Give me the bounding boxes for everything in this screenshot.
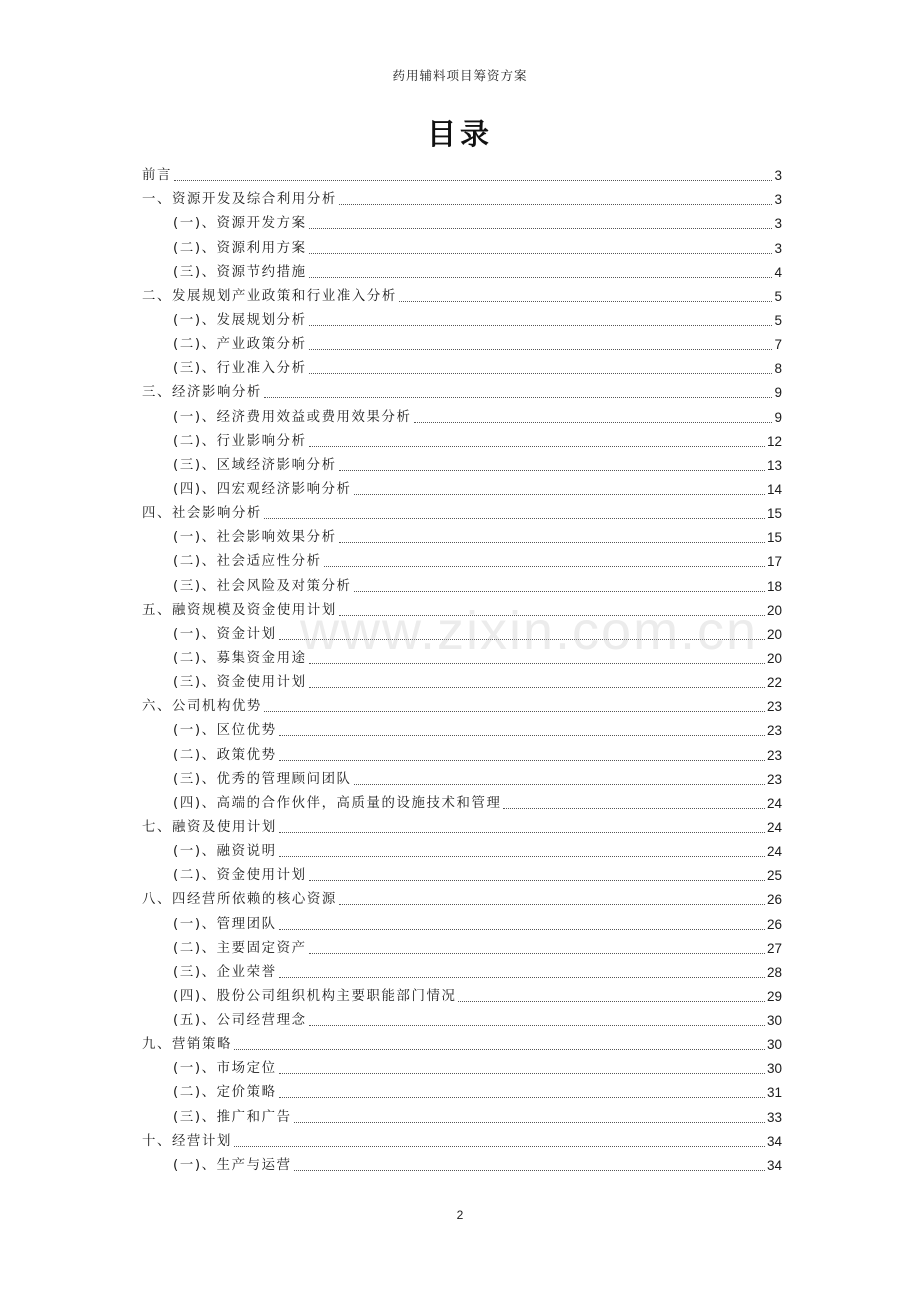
toc-entry[interactable] xyxy=(142,812,782,836)
toc-entry[interactable] xyxy=(142,353,782,377)
dot-leader xyxy=(294,1122,765,1123)
dot-leader xyxy=(174,180,773,181)
dot-leader xyxy=(339,204,773,205)
toc-entry-label: (四)、股份公司组织机构主要职能部门情况 xyxy=(173,988,457,1004)
toc-entry-page: 26 xyxy=(766,916,782,932)
dot-leader xyxy=(264,397,773,398)
toc-entry-label: 五、融资规模及资金使用计划 xyxy=(142,602,337,618)
dot-leader xyxy=(309,349,773,350)
toc-entry-label: 十、经营计划 xyxy=(142,1133,232,1149)
toc-entry-label: (二)、募集资金用途 xyxy=(173,650,307,666)
dot-leader xyxy=(324,566,765,567)
toc-entry-page: 14 xyxy=(766,481,782,497)
toc-entry[interactable] xyxy=(142,1077,782,1101)
dot-leader xyxy=(339,615,765,616)
dot-leader xyxy=(264,518,765,519)
toc-entry[interactable] xyxy=(142,908,782,932)
toc-entry-page: 22 xyxy=(766,675,782,691)
toc-entry-page: 20 xyxy=(766,650,782,666)
toc-entry-label: 九、营销策略 xyxy=(142,1037,232,1053)
toc-entry-label: (一)、经济费用效益或费用效果分析 xyxy=(173,409,412,425)
toc-entry-page: 30 xyxy=(766,1037,782,1053)
dot-leader xyxy=(354,494,765,495)
toc-entry-label: (三)、推广和广告 xyxy=(173,1109,292,1125)
toc-entry[interactable] xyxy=(142,715,782,739)
toc-entry[interactable] xyxy=(142,329,782,353)
toc-entry-label: (二)、资源利用方案 xyxy=(173,240,307,256)
dot-leader xyxy=(339,542,765,543)
dot-leader xyxy=(279,1073,765,1074)
toc-entry[interactable] xyxy=(142,377,782,401)
toc-entry[interactable] xyxy=(142,281,782,305)
page-number: 2 xyxy=(456,1208,464,1222)
toc-entry[interactable] xyxy=(142,1053,782,1077)
dot-leader xyxy=(339,904,765,905)
toc-entry-label: 四、社会影响分析 xyxy=(142,506,262,522)
dot-leader xyxy=(279,929,765,930)
dot-leader xyxy=(458,1001,764,1002)
toc-entry[interactable] xyxy=(142,619,782,643)
toc-entry-page: 26 xyxy=(766,892,782,908)
toc-entry-label: (一)、发展规划分析 xyxy=(173,312,307,328)
toc-entry-page: 3 xyxy=(774,168,782,184)
toc-title: 目录 xyxy=(426,117,493,151)
toc-entry-label: (二)、资金使用计划 xyxy=(173,868,307,884)
dot-leader xyxy=(354,784,765,785)
dot-leader xyxy=(234,1146,765,1147)
toc-entry-label: (一)、资源开发方案 xyxy=(173,216,307,232)
toc-entry-label: (三)、优秀的管理顾问团队 xyxy=(173,771,352,787)
toc-entry-page: 5 xyxy=(774,312,782,328)
dot-leader xyxy=(354,591,765,592)
toc-entry-page: 9 xyxy=(774,409,782,425)
dot-leader xyxy=(309,253,773,254)
toc-entry[interactable] xyxy=(142,764,782,788)
toc-entry-page: 23 xyxy=(766,747,782,763)
dot-leader xyxy=(309,446,765,447)
toc-entry-label: (一)、生产与运营 xyxy=(173,1157,292,1173)
toc-entry[interactable] xyxy=(142,257,782,281)
toc-entry-page: 23 xyxy=(766,723,782,739)
toc-entry[interactable] xyxy=(142,474,782,498)
toc-entry-page: 12 xyxy=(766,433,782,449)
watermark: www.zixin.com.cn xyxy=(300,601,759,661)
toc-entry[interactable] xyxy=(142,401,782,425)
dot-leader xyxy=(309,1025,765,1026)
dot-leader xyxy=(414,422,773,423)
dot-leader xyxy=(279,735,765,736)
toc-entry-page: 5 xyxy=(774,288,782,304)
dot-leader xyxy=(339,470,765,471)
toc-entry[interactable] xyxy=(142,788,782,812)
toc-entry[interactable] xyxy=(142,836,782,860)
toc-entry-page: 24 xyxy=(766,819,782,835)
toc-entry-label: (五)、公司经营理念 xyxy=(173,1013,307,1029)
toc-entry[interactable] xyxy=(142,739,782,763)
dot-leader xyxy=(279,832,765,833)
toc-entry-label: (一)、社会影响效果分析 xyxy=(173,530,337,546)
toc-entry-page: 28 xyxy=(766,964,782,980)
toc-entry[interactable] xyxy=(142,1029,782,1053)
toc-entry-label: (四)、高端的合作伙伴，高质量的设施技术和管理 xyxy=(173,795,502,811)
toc-entry[interactable] xyxy=(142,667,782,691)
dot-leader xyxy=(279,977,765,978)
toc-entry-page: 30 xyxy=(766,1061,782,1077)
toc-entry-label: 二、发展规划产业政策和行业准入分析 xyxy=(142,288,397,304)
dot-leader xyxy=(309,325,773,326)
toc-entry-page: 3 xyxy=(774,216,782,232)
toc-entry-page: 18 xyxy=(766,578,782,594)
toc-entry-label: 一、资源开发及综合利用分析 xyxy=(142,192,337,208)
dot-leader xyxy=(279,1097,765,1098)
toc-entry-label: (一)、管理团队 xyxy=(173,916,277,932)
toc-entry-page: 17 xyxy=(766,554,782,570)
toc-entry-page: 31 xyxy=(766,1085,782,1101)
toc-entry[interactable] xyxy=(142,498,782,522)
toc-entry[interactable] xyxy=(142,1005,782,1029)
dot-leader xyxy=(234,1049,765,1050)
toc-entry-page: 30 xyxy=(766,1013,782,1029)
toc-entry-label: (二)、产业政策分析 xyxy=(173,337,307,353)
toc-entry[interactable] xyxy=(142,860,782,884)
toc-entry[interactable] xyxy=(142,1150,782,1174)
toc-entry-label: 六、公司机构优势 xyxy=(142,699,262,715)
dot-leader xyxy=(309,953,765,954)
toc-entry-page: 33 xyxy=(766,1109,782,1125)
dot-leader xyxy=(309,373,773,374)
toc-entry[interactable] xyxy=(142,208,782,232)
toc-entry-page: 34 xyxy=(766,1157,782,1173)
toc-entry-page: 9 xyxy=(774,385,782,401)
toc-entry-label: (二)、定价策略 xyxy=(173,1085,277,1101)
toc-entry[interactable] xyxy=(142,232,782,256)
toc-entry-page: 13 xyxy=(766,457,782,473)
toc-entry-page: 24 xyxy=(766,795,782,811)
document-header: 药用辅料项目筹资方案 xyxy=(392,68,528,83)
dot-leader xyxy=(279,639,765,640)
toc-entry-page: 23 xyxy=(766,771,782,787)
toc-entry[interactable] xyxy=(142,884,782,908)
toc-entry-page: 24 xyxy=(766,844,782,860)
toc-entry[interactable] xyxy=(142,570,782,594)
toc-entry-page: 25 xyxy=(766,868,782,884)
toc-entry[interactable] xyxy=(142,957,782,981)
dot-leader xyxy=(309,687,765,688)
toc-entry-label: (四)、四宏观经济影响分析 xyxy=(173,481,352,497)
toc-entry[interactable] xyxy=(142,160,782,184)
dot-leader xyxy=(294,1170,765,1171)
toc-entry[interactable] xyxy=(142,1101,782,1125)
toc-entry-page: 15 xyxy=(766,530,782,546)
dot-leader xyxy=(309,277,773,278)
toc-entry-page: 20 xyxy=(766,626,782,642)
toc-entry-label: (三)、资源节约措施 xyxy=(173,264,307,280)
toc-entry[interactable] xyxy=(142,595,782,619)
toc-entry-label: 八、四经营所依赖的核心资源 xyxy=(142,892,337,908)
toc-entry-page: 34 xyxy=(766,1133,782,1149)
toc-entry-label: (三)、行业准入分析 xyxy=(173,361,307,377)
toc-entry-label: (三)、资金使用计划 xyxy=(173,675,307,691)
toc-entry-label: (二)、政策优势 xyxy=(173,747,277,763)
toc-entry-page: 3 xyxy=(774,192,782,208)
toc-entry-page: 27 xyxy=(766,940,782,956)
toc-entry[interactable] xyxy=(142,981,782,1005)
toc-entry-label: (三)、企业荣誉 xyxy=(173,964,277,980)
toc-entry-label: (三)、区域经济影响分析 xyxy=(173,457,337,473)
toc-entry[interactable] xyxy=(142,546,782,570)
toc-entry-page: 15 xyxy=(766,506,782,522)
toc-entry-label: (三)、社会风险及对策分析 xyxy=(173,578,352,594)
toc-entry-label: (一)、区位优势 xyxy=(173,723,277,739)
table-of-contents xyxy=(142,160,782,1174)
toc-entry-page: 3 xyxy=(774,240,782,256)
toc-entry[interactable] xyxy=(142,691,782,715)
toc-entry-page: 29 xyxy=(766,988,782,1004)
toc-entry-page: 4 xyxy=(774,264,782,280)
toc-entry-label: (二)、主要固定资产 xyxy=(173,940,307,956)
toc-entry[interactable] xyxy=(142,643,782,667)
toc-entry-label: (一)、资金计划 xyxy=(173,626,277,642)
toc-entry[interactable] xyxy=(142,522,782,546)
toc-entry-label: 七、融资及使用计划 xyxy=(142,819,277,835)
dot-leader xyxy=(503,808,765,809)
toc-entry[interactable] xyxy=(142,305,782,329)
toc-entry-page: 23 xyxy=(766,699,782,715)
toc-entry[interactable] xyxy=(142,933,782,957)
toc-entry-label: 前言 xyxy=(142,168,172,184)
dot-leader xyxy=(264,711,765,712)
toc-entry-page: 7 xyxy=(774,337,782,353)
toc-entry-label: (二)、社会适应性分析 xyxy=(173,554,322,570)
toc-entry[interactable] xyxy=(142,1126,782,1150)
dot-leader xyxy=(399,301,773,302)
toc-entry[interactable] xyxy=(142,426,782,450)
toc-entry[interactable] xyxy=(142,184,782,208)
toc-entry-label: (一)、市场定位 xyxy=(173,1061,277,1077)
toc-entry[interactable] xyxy=(142,450,782,474)
toc-entry-label: 三、经济影响分析 xyxy=(142,385,262,401)
dot-leader xyxy=(309,880,765,881)
toc-entry-label: (二)、行业影响分析 xyxy=(173,433,307,449)
dot-leader xyxy=(279,856,765,857)
toc-entry-page: 20 xyxy=(766,602,782,618)
dot-leader xyxy=(309,663,765,664)
dot-leader xyxy=(279,760,765,761)
toc-entry-page: 8 xyxy=(774,361,782,377)
toc-entry-label: (一)、融资说明 xyxy=(173,844,277,860)
dot-leader xyxy=(309,228,773,229)
